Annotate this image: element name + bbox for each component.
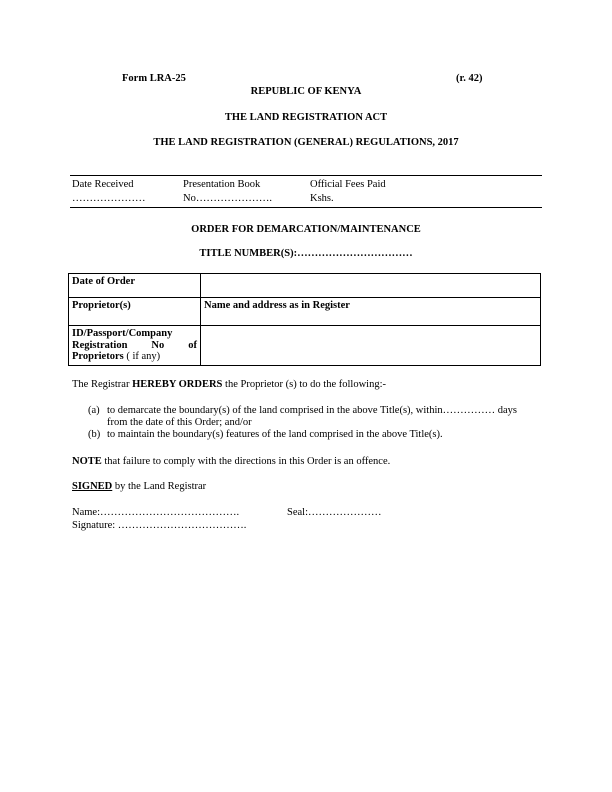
signature-field[interactable]: Signature: ………………………………. [72, 520, 247, 531]
presentation-book-no[interactable]: No…………………. [183, 193, 272, 204]
date-received-field[interactable]: ………………… [72, 193, 146, 204]
title-number[interactable]: TITLE NUMBER(S):…………………………… [199, 248, 413, 259]
id-reg-word: Registration [72, 339, 128, 351]
list-item-b [88, 429, 548, 441]
date-of-order-label: Date of Order [69, 274, 201, 298]
table-row [69, 326, 541, 366]
proprietor-label: Proprietor(s) [69, 298, 201, 326]
order-details-table [68, 273, 541, 366]
date-of-order-value[interactable] [201, 274, 541, 298]
intro-pre: The Registrar [72, 379, 133, 390]
id-of-word: of [188, 339, 197, 351]
list-item-a [88, 405, 548, 429]
note-text: that failure to comply with the directions in this Order is an offence. [101, 456, 391, 467]
intro-post: the Proprietor (s) to do the following:- [222, 379, 387, 390]
id-if-any: ( if any) [123, 351, 161, 362]
id-passport-value[interactable] [201, 326, 541, 366]
id-no-word: No [151, 339, 165, 351]
item-a-line-2: from the date of this Order; and/or [107, 417, 252, 428]
item-a-line-1: to demarcate the boundary(s) of the land comprised in the above Title(s), within…………… days [107, 405, 517, 416]
receipt-top-rule [70, 175, 542, 176]
regulations-heading: THE LAND REGISTRATION (GENERAL) REGULATIONS, 2017 [153, 137, 459, 148]
id-line-2 [72, 340, 197, 352]
signed-text: by the Land Registrar [112, 481, 207, 492]
table-row [69, 298, 541, 326]
form-number: Form LRA-25 [122, 73, 186, 84]
note-bold: NOTE [72, 456, 102, 467]
official-fees-label: Official Fees Paid [310, 179, 386, 190]
id-line-3 [72, 351, 197, 363]
republic-heading: REPUBLIC OF KENYA [250, 86, 362, 97]
signed-bold: SIGNED [72, 481, 113, 492]
date-received-label: Date Received [72, 179, 134, 190]
act-heading: THE LAND REGISTRATION ACT [224, 112, 388, 123]
item-b-text: to maintain the boundary(s) features of the land comprised in the above Title(s). [107, 429, 443, 440]
id-line-1: ID/Passport/Company [72, 328, 173, 339]
table-row [69, 274, 541, 298]
id-proprietors-word: Proprietors [72, 351, 124, 362]
rule-reference: (r. 42) [456, 73, 483, 84]
receipt-bottom-rule [70, 207, 542, 208]
id-passport-label [69, 326, 201, 366]
order-title: ORDER FOR DEMARCATION/MAINTENANCE [191, 224, 421, 235]
item-a-text [107, 405, 548, 429]
name-address-label[interactable]: Name and address as in Register [201, 298, 541, 326]
presentation-book-label: Presentation Book [183, 179, 261, 190]
signed-line [72, 481, 206, 492]
official-fees-kshs[interactable]: Kshs. [310, 193, 334, 204]
name-field[interactable]: Name:…………………………………. [72, 507, 240, 518]
intro-bold: HEREBY ORDERS [132, 379, 223, 390]
item-b-marker: (b) [88, 429, 101, 440]
item-a-marker: (a) [88, 405, 100, 416]
note-paragraph [72, 456, 390, 467]
seal-field[interactable]: Seal:………………… [287, 507, 382, 518]
registrar-orders-intro [72, 379, 386, 390]
